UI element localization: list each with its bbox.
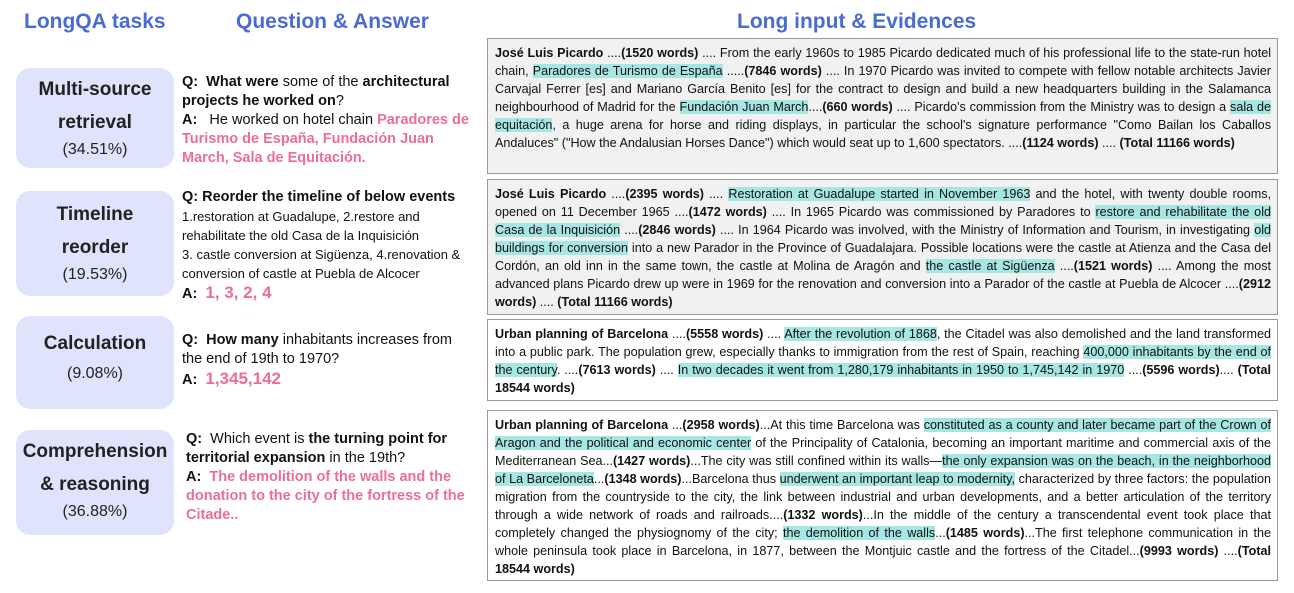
answer: A: 1, 3, 2, 4 [182, 283, 272, 302]
qa-multi-source-retrieval [182, 73, 472, 168]
evidence-highlight: constituted as a county and later became part of the Crown of Aragon and the political and economic center [495, 418, 1271, 450]
evidence-highlight: After the revolution of 1868 [784, 327, 937, 341]
header-longqa-tasks: LongQA tasks [24, 10, 166, 33]
evidence-box-comprehension-reasoning: Urban planning of Barcelona ...(2958 words)...At this time Barcelona was constituted as a county and later became part of the Crown of Aragon and the political and economic center of the Principality of Catalonia, becoming an important maritime and commercial axis of the Mediterranean Sea...(1427 words)...The city was still confined within its walls—the only expansion was on the beach, in the neighborhood of La Barceloneta...(1348 words)...Barcelona thus underwent an important leap to modernity, characterized by three factors: the population migration from the countryside to the city, the link between industrial and urban developments, and a better articulation of the territory through a wide network of roads and railroads....(1332 words)...In the middle of the century a transcendental event took place that completely changed the physiognomy of the city; the demolition of the walls...(1485 words)...The first telephone communication in the whole peninsula took place in Barcelona, in 1877, between the Montjuic castle and the fortress of the Citadel...(9993 words) ....(Total 18544 words) [487, 410, 1278, 581]
task-name-line: reorder [61, 237, 129, 258]
task-name-line: Comprehension [22, 441, 168, 462]
evidence-box-multi-source-retrieval: José Luis Picardo ....(1520 words) .... From the early 1960s to 1985 Picardo dedicated much of his professional life to the state-run hotel chain, Paradores de Turismo de España .....(7846 words) .... In 1970 Picardo was invited to compete with fellow notable architects Javier Carvajal Ferrer [es] and Mariano García Benito [es] for the contract to design and build a new headquarters building in the Salamanca neighbourhood of Madrid for the Fundación Juan March....(660 words) .... Picardo's commission from the Ministry was to design a sala de equitación, a huge arena for horse and riding displays, in particular the school's signature performance "Como Bailan los Caballos Andaluces" ("How the Andalusian Horses Dance") which would seat up to 1,600 spectators. ....(1124 words) .... (Total 11166 words) [487, 38, 1278, 174]
evidence-highlight: restore and rehabilitate the old Casa de la Inquisición [495, 205, 1271, 237]
qa-timeline-reorder [182, 188, 484, 304]
header-long-input-evidences: Long input & Evidences [737, 10, 977, 33]
evidence-highlight: the only expansion was on the beach, in the neighborhood of La Barceloneta [495, 454, 1271, 486]
header-question-answer: Question & Answer [236, 10, 429, 33]
task-percent: (9.08%) [66, 365, 124, 382]
task-name-line: & reasoning [40, 474, 150, 495]
task-box-timeline-reorder [16, 191, 174, 296]
answer: A: The demolition of the walls and the donation to the city of the fortress of the Citade.. [186, 469, 465, 523]
evidence-highlight: the castle at Sigüenza [925, 259, 1055, 273]
question: Q: Which event is the turning point for territorial expansion in the 19th? [186, 431, 448, 466]
task-percent: (34.51%) [62, 141, 128, 158]
task-name-line: Multi-source [38, 79, 152, 100]
task-box-multi-source-retrieval [16, 68, 174, 168]
answer: A: 1,345,142 [182, 369, 282, 388]
evidence-highlight: 400,000 inhabitants by the end of the century [495, 345, 1271, 377]
question: Q: How many inhabitants increases from the end of 19th to 1970? [182, 332, 452, 367]
task-name: Calculation [43, 333, 147, 354]
task-percent: (36.88%) [62, 503, 128, 520]
task-box-calculation [16, 316, 174, 409]
evidence-box-calculation: Urban planning of Barcelona ....(5558 words) .... After the revolution of 1868, the Citadel was also demolished and the land transformed into a public park. The population grew, especially thanks to immigration from the rest of Spain, reaching 400,000 inhabitants by the end of the century. ....(7613 words) .... In two decades it went from 1,280,179 inhabitants in 1950 to 1,745,142 in 1970 ....(5596 words).... (Total 18544 words) [487, 319, 1278, 401]
qa-calculation [182, 331, 472, 390]
event-list-item: 1.restoration at Guadalupe, 2.restore and rehabilitate the old Casa de la Inquisición [182, 209, 420, 243]
question: Q: What were some of the architectural projects he worked on? [182, 74, 450, 109]
evidence-highlight: the demolition of the walls [782, 526, 936, 540]
evidence-highlight: underwent an important leap to modernity, [779, 472, 1016, 486]
evidence-highlight: Fundación Juan March [679, 100, 809, 114]
evidence-highlight: Restoration at Guadalupe started in November 1963 [728, 187, 1031, 201]
evidence-highlight: old buildings for conversion [495, 223, 1271, 255]
evidence-highlight: Paradores de Turismo de España [532, 64, 723, 78]
task-name-line: retrieval [58, 112, 132, 133]
task-percent: (19.53%) [62, 266, 128, 283]
question: Q: Reorder the timeline of below events [182, 189, 456, 205]
task-box-comprehension-reasoning [16, 430, 174, 535]
qa-comprehension-reasoning [186, 430, 471, 525]
answer: A: He worked on hotel chain Paradores de Turismo de España, Fundación Juan March, Sala de Equitación. [182, 112, 469, 166]
evidence-highlight: sala de equitación [495, 100, 1272, 132]
event-list-item: 3. castle conversion at Sigüenza, 4.renovation & conversion of castle at Puebla de Alcocer [182, 247, 461, 281]
evidence-box-timeline-reorder: José Luis Picardo ....(2395 words) .... Restoration at Guadalupe started in November 1963 and the hotel, with twenty double rooms, opened on 11 December 1965 ....(1472 words) .... In 1965 Picardo was commissioned by Paradores to restore and rehabilitate the old Casa de la Inquisición ....(2846 words) .... In 1964 Picardo was involved, with the Ministry of Information and Tourism, in investigating old buildings for conversion into a new Parador in the Province of Guadalajara. Possible locations were the castle at Atienza and the Casa del Cordón, an old inn in the same town, the castle at Molina de Aragón and the castle at Sigüenza ....(1521 words) .... Among the most advanced plans Picardo drew up were in 1969 for the renovation and conversion into a Parador of the castle at Puebla de Alcocer ....(2912 words) .... (Total 11166 words) [487, 179, 1278, 315]
evidence-highlight: In two decades it went from 1,280,179 inhabitants in 1950 to 1,745,142 in 1970 [677, 363, 1125, 377]
task-name-line: Timeline [56, 204, 134, 225]
